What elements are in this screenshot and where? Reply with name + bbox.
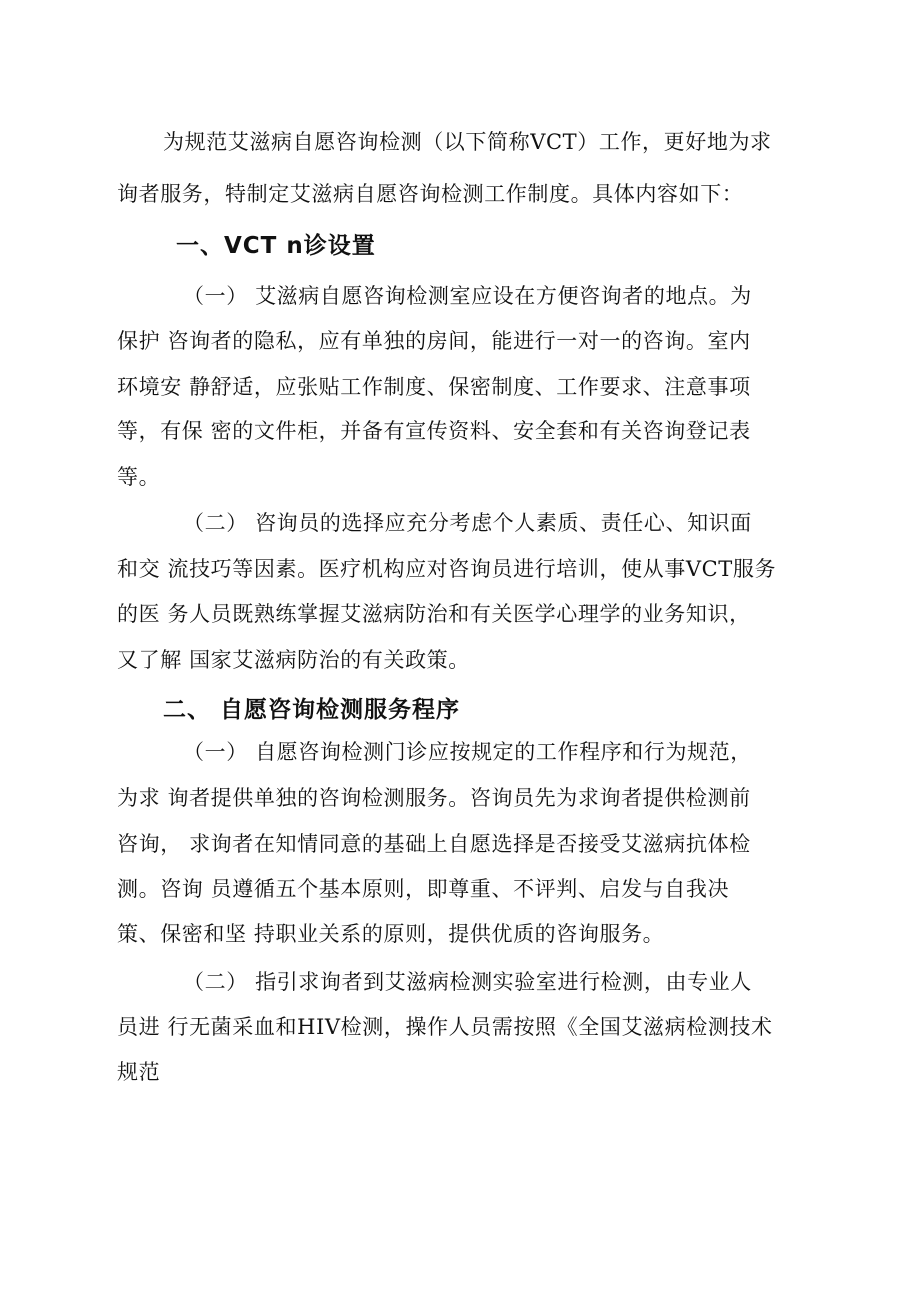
s1-p2-line-1: （二） 咨询员的选择应充分考虑个人素质、责任心、知识面 [183,511,752,535]
s2-p2-line-1: （二） 指引求询者到艾滋病检测实验室进行检测，由专业人 [183,970,752,994]
intro-line-2: 询者服务，特制定艾滋病自愿咨询检测工作制度。具体内容如下： [117,182,744,206]
s2-p1-line-5: 策、保密和坚 持职业关系的原则，提供优质的咨询服务。 [117,922,665,946]
s1-p1-line-1: （一） 艾滋病自愿咨询检测室应设在方便咨询者的地点。为 [183,284,752,308]
section-2-heading: 二、 自愿咨询检测服务程序 [163,697,461,723]
s1-p1-line-4: 等，有保 密的文件柜，并备有宣传资料、安全套和有关咨询登记表 [117,419,751,443]
s1-p1-line-5: 等。 [117,465,161,489]
s2-p2-line-3: 规范 [117,1060,161,1084]
s1-p1-line-3: 环境安 静舒适，应张贴工作制度、保密制度、工作要求、注意事项 [117,375,751,399]
s1-p2-line-2: 和交 流技巧等因素。医疗机构应对咨询员进行培训，使从事VCT服务 [117,557,777,581]
s2-p1-line-2: 为求 询者提供单独的咨询检测服务。咨询员先为求询者提供检测前 [117,786,751,810]
s2-p1-line-1: （一） 自愿咨询检测门诊应按规定的工作程序和行为规范， [183,740,752,764]
s1-p2-line-3: 的医 务人员既熟练掌握艾滋病防治和有关医学心理学的业务知识， [117,602,751,626]
s2-p1-line-4: 测。咨询 员遵循五个基本原则，即尊重、不评判、启发与自我决 [117,877,730,901]
s1-p2-line-4: 又了解 国家艾滋病防治的有关政策。 [117,648,470,672]
s2-p1-line-3: 咨询， 求询者在知情同意的基础上自愿选择是否接受艾滋病抗体检 [117,832,751,856]
intro-line-1: 为规范艾滋病自愿咨询检测（以下简称VCT）工作，更好地为求 [163,130,772,154]
s1-p1-line-2: 保护 咨询者的隐私，应有单独的房间，能进行一对一的咨询。室内 [117,329,751,353]
s2-p2-line-2: 员进 行无菌采血和HIV检测，操作人员需按照《全国艾滋病检测技术 [117,1015,773,1039]
section-1-heading: 一、VCT n诊设置 [176,233,376,259]
